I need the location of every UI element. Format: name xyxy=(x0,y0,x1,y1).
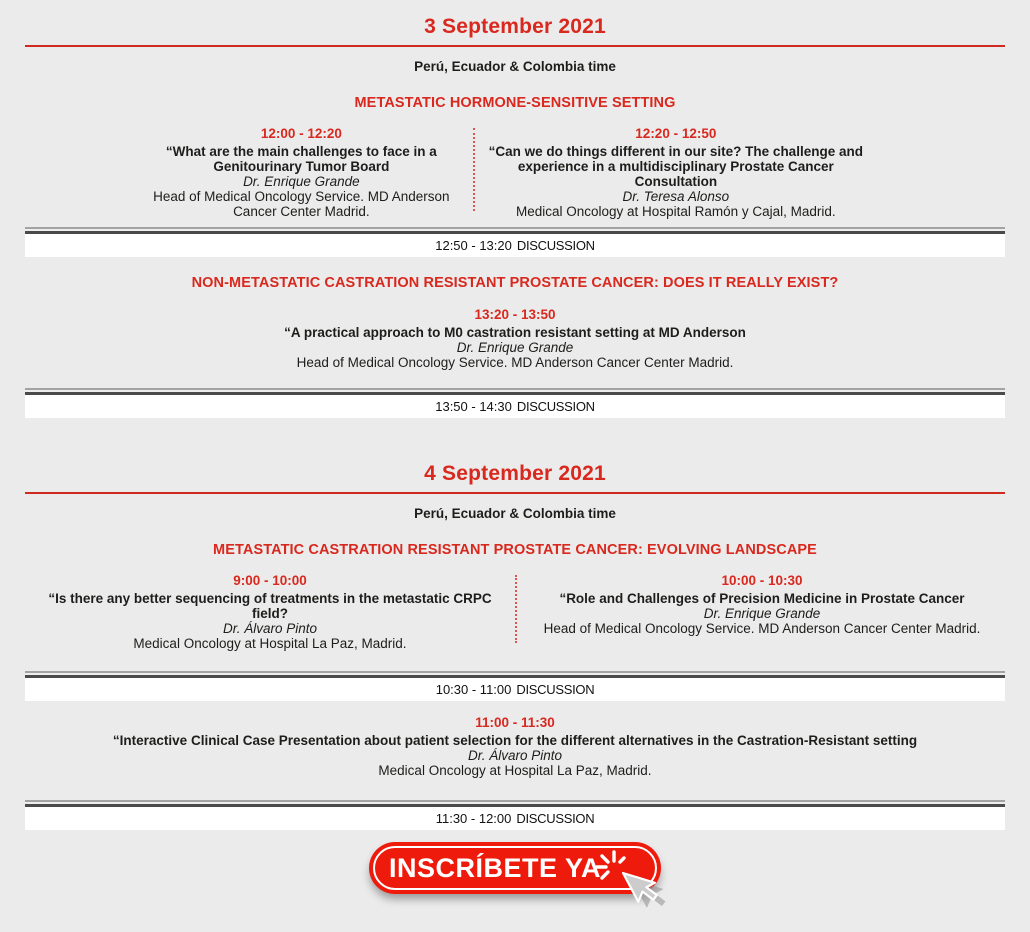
session-card xyxy=(475,126,877,219)
session-title: “Can we do things different in our site? The challenge and experience in a multidisciplinary Prostate Cancer Consultation xyxy=(488,144,863,189)
discussion-label: DISCUSSION xyxy=(516,399,595,414)
session-affiliation: Medical Oncology at Hospital Ramón y Cajal, Madrid. xyxy=(516,204,836,219)
discussion-bar xyxy=(25,800,1005,830)
session-time: 10:00 - 10:30 xyxy=(721,573,803,588)
day1-topic1-heading: METASTATIC HORMONE-SENSITIVE SETTING xyxy=(354,95,676,111)
session-speaker: Dr. Enrique Grande xyxy=(703,606,821,621)
register-button-label: INSCRÍBETE YA xyxy=(388,853,602,883)
session-time: 9:00 - 10:00 xyxy=(233,573,307,588)
day1-title: 3 September 2021 xyxy=(424,15,606,38)
discussion-label: DISCUSSION xyxy=(516,811,595,826)
session-speaker: Dr. Teresa Alonso xyxy=(622,189,730,204)
day2-section xyxy=(25,463,1005,830)
session-time: 11:00 - 11:30 xyxy=(475,715,555,730)
session-title: “Interactive Clinical Case Presentation about patient selection for the different alternatives in the Castration-Resistant setting xyxy=(112,733,918,748)
session-speaker: Dr. Álvaro Pinto xyxy=(222,621,318,636)
day1-divider-line xyxy=(25,45,1005,47)
discussion-time: 12:50 - 13:20 xyxy=(435,238,512,253)
session-affiliation: Head of Medical Oncology Service. MD Anderson Cancer Center Madrid. xyxy=(153,189,450,219)
session-title: “Role and Challenges of Precision Medicine in Prostate Cancer xyxy=(559,591,965,606)
double-rule xyxy=(25,800,1005,807)
discussion-label: DISCUSSION xyxy=(516,238,595,253)
day2-sessions-row xyxy=(25,573,1005,651)
session-time: 12:20 - 12:50 xyxy=(635,126,717,141)
session-time: 12:00 - 12:20 xyxy=(260,126,342,141)
day2-timezone: Perú, Ecuador & Colombia time xyxy=(414,506,616,521)
day1-section xyxy=(25,16,1005,418)
discussion-label: DISCUSSION xyxy=(516,682,595,697)
session-affiliation: Head of Medical Oncology Service. MD Anderson Cancer Center Madrid. xyxy=(543,621,981,636)
cta-row xyxy=(25,842,1005,894)
session-card xyxy=(25,715,1005,778)
session-affiliation: Medical Oncology at Hospital La Paz, Madrid. xyxy=(378,763,652,778)
day2-title: 4 September 2021 xyxy=(424,462,606,485)
session-card xyxy=(25,573,515,651)
discussion-bar xyxy=(25,227,1005,257)
discussion-bar xyxy=(25,671,1005,701)
day1-sessions-row xyxy=(130,126,875,219)
session-speaker: Dr. Álvaro Pinto xyxy=(467,748,563,763)
session-title: “Is there any better sequencing of treatments in the metastatic CRPC field? xyxy=(48,591,492,621)
discussion-time: 11:30 - 12:00 xyxy=(435,811,512,826)
day2-divider-line xyxy=(25,492,1005,494)
session-card xyxy=(517,573,1007,651)
session-affiliation: Head of Medical Oncology Service. MD Anderson Cancer Center Madrid. xyxy=(296,355,734,370)
session-speaker: Dr. Enrique Grande xyxy=(456,340,574,355)
session-speaker: Dr. Enrique Grande xyxy=(243,174,360,189)
discussion-time: 10:30 - 11:00 xyxy=(435,682,512,697)
day2-topic1-heading: METASTATIC CASTRATION RESISTANT PROSTATE CANCER: EVOLVING LANDSCAPE xyxy=(213,542,817,558)
day1-topic2-heading: NON-METASTATIC CASTRATION RESISTANT PROSTATE CANCER: DOES IT REALLY EXIST? xyxy=(191,275,839,291)
session-card xyxy=(130,126,473,219)
discussion-bar xyxy=(25,388,1005,418)
session-card xyxy=(25,307,1005,370)
session-title: “A practical approach to M0 castration resistant setting at MD Anderson xyxy=(284,325,746,340)
day1-timezone: Perú, Ecuador & Colombia time xyxy=(414,59,616,74)
register-button[interactable] xyxy=(369,842,661,894)
session-title: “What are the main challenges to face in a Genitourinary Tumor Board xyxy=(165,144,437,174)
double-rule xyxy=(25,388,1005,395)
session-affiliation: Medical Oncology at Hospital La Paz, Madrid. xyxy=(133,636,407,651)
session-time: 13:20 - 13:50 xyxy=(474,307,556,322)
discussion-time: 13:50 - 14:30 xyxy=(435,399,512,414)
double-rule xyxy=(25,227,1005,234)
double-rule xyxy=(25,671,1005,678)
